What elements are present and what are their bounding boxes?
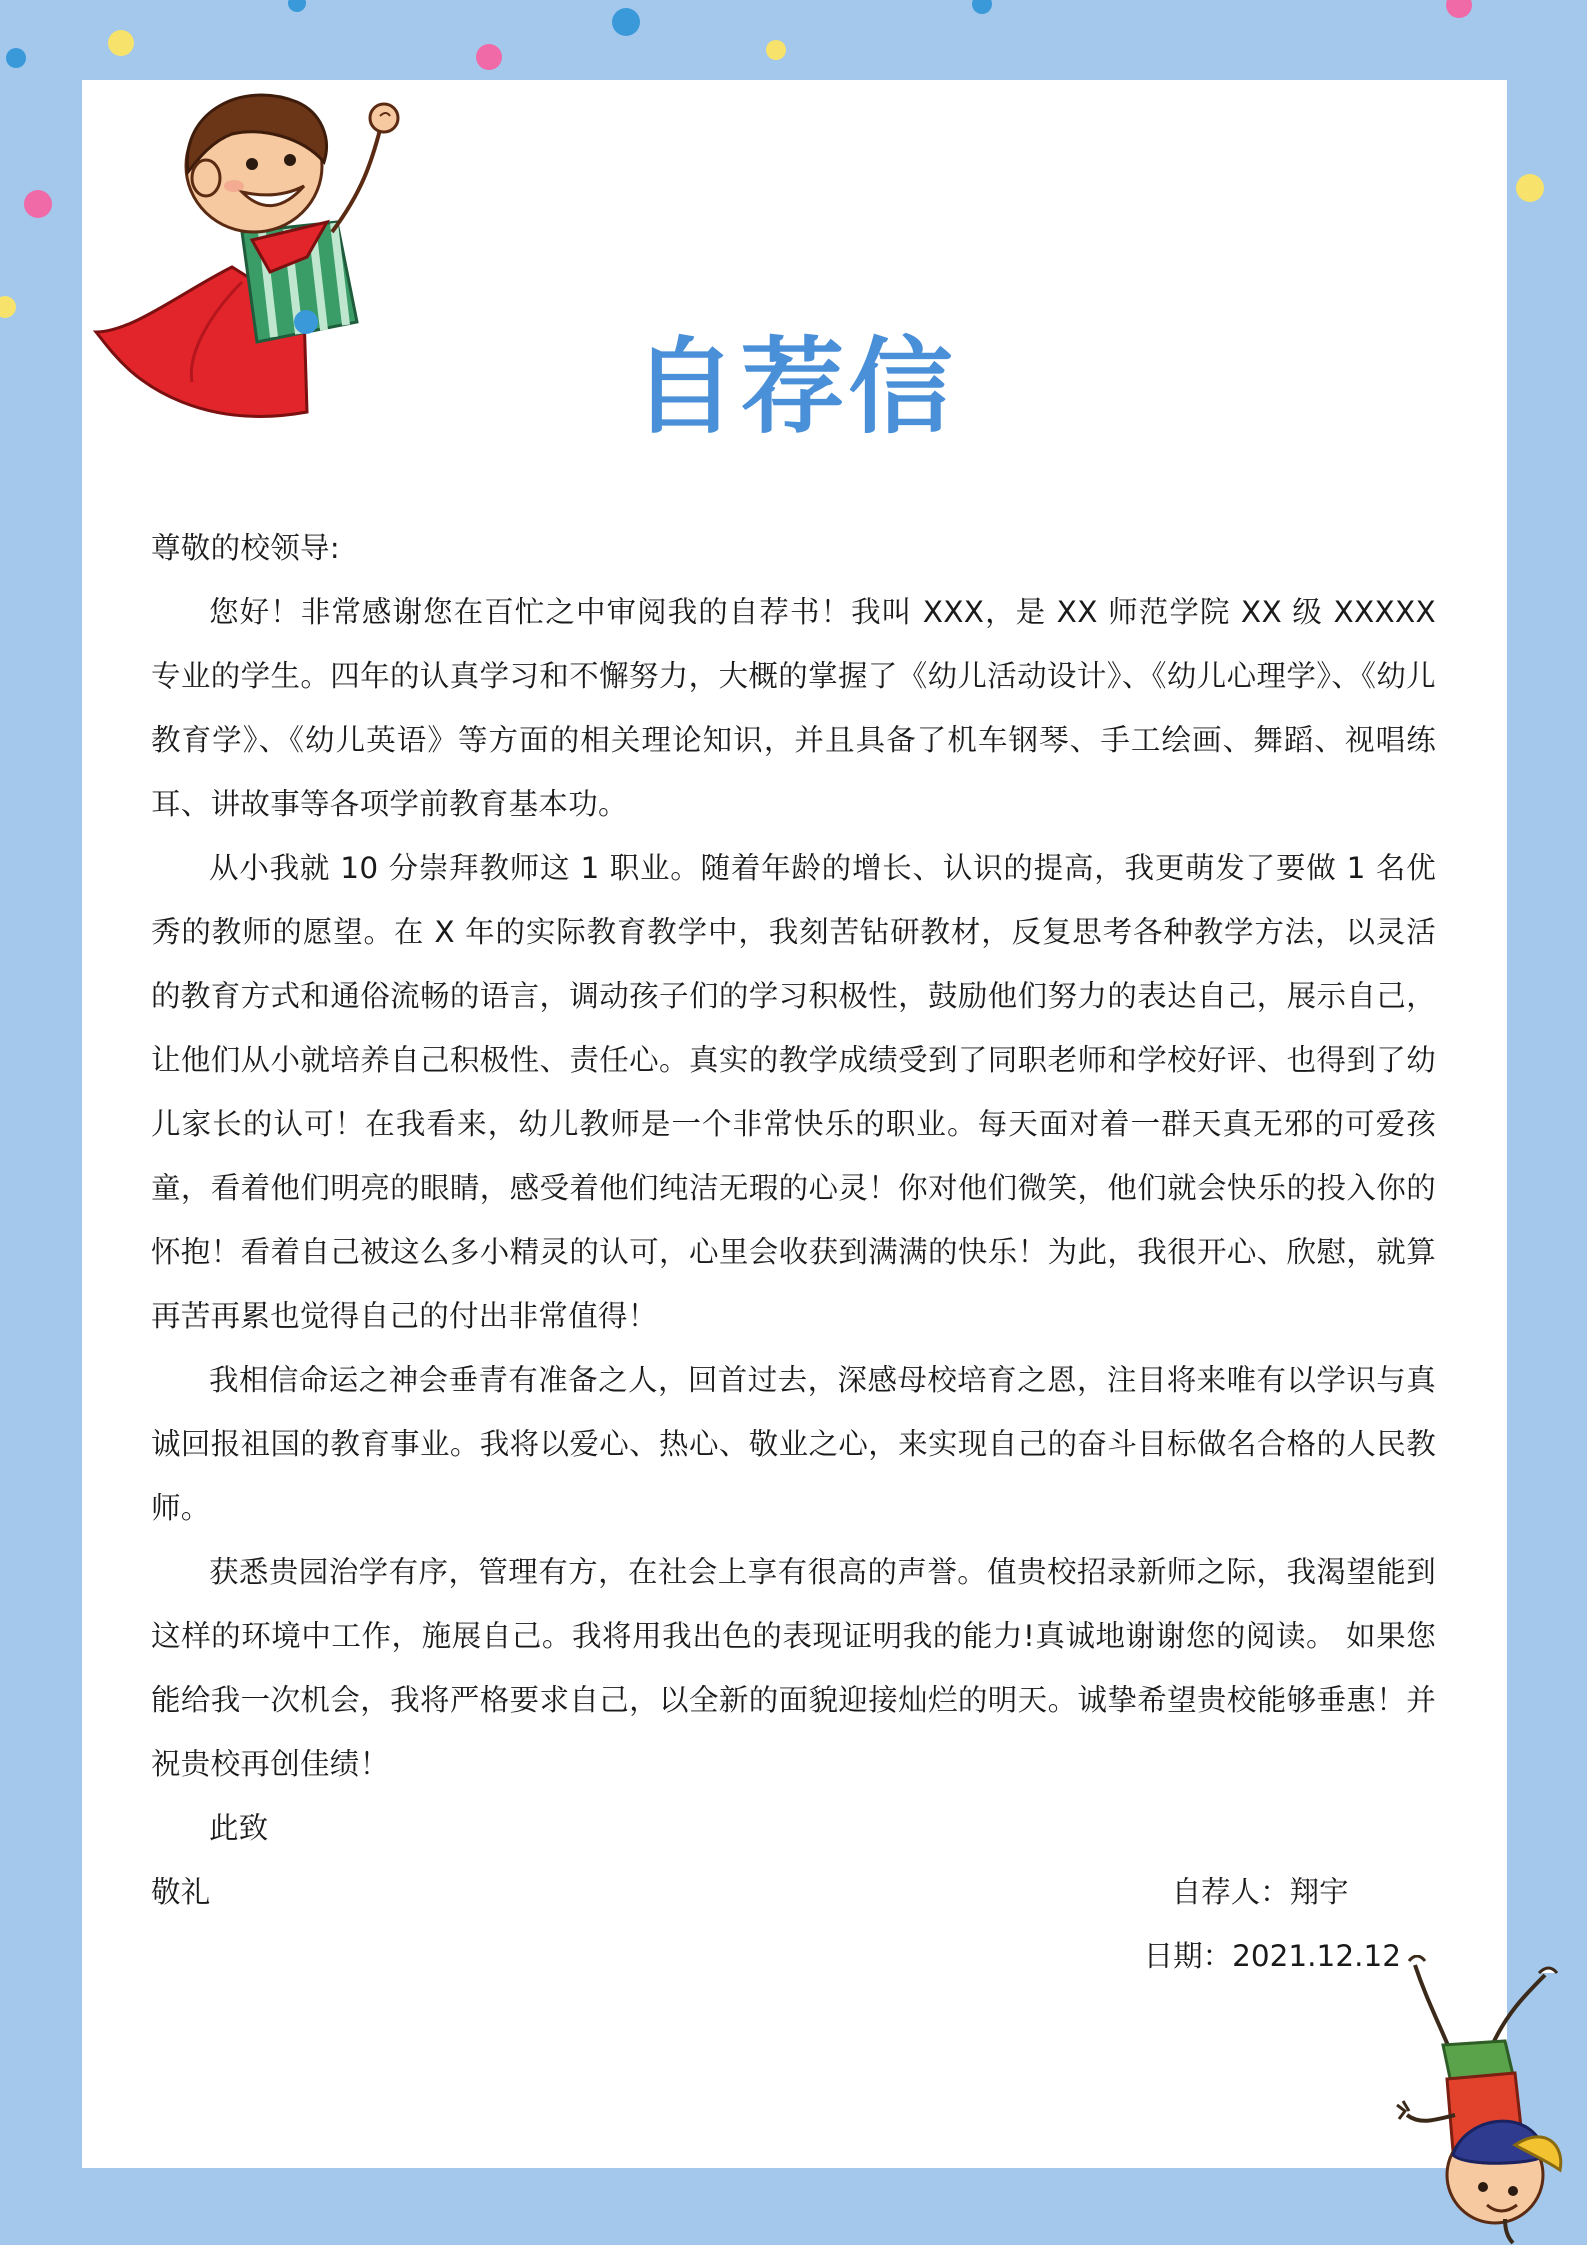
signer-name: 自荐人：翔宇 (1171, 1875, 1349, 1909)
letter-body (151, 516, 1436, 1924)
confetti-dot (1516, 174, 1544, 202)
confetti-dot (108, 30, 134, 56)
page-title: 自荐信 (632, 326, 957, 448)
confetti-dot (612, 8, 640, 36)
closing-salute: 敬礼 (151, 1875, 211, 1909)
handstand-boy-illustration (1395, 1955, 1587, 2245)
salutation: 尊敬的校领导: (151, 531, 341, 565)
paragraph-experience: 从小我就 10 分崇拜教师这 1 职业。随着年龄的增长、认识的提高，我更萌发了要做 1 名优秀的教师的愿望。在 X 年的实际教育教学中，我刻苦钻研教材，反复思考各种教学方法，以灵活的教育方式和通俗流畅的语言，调动孩子们的学习积极性，鼓励他们努力的表达自己，展示自己，让他们从小就培养自己积极性、责任心。真实的教学成绩受到了同职老师和学校好评、也得到了幼儿家长的认可！在我看来，幼儿教师是一个非常快乐的职业。每天面对着一群天真无邪的可爱孩童，看着他们明亮的眼睛，感受着他们纯洁无瑕的心灵！你对他们微笑，他们就会快乐的投入你的怀抱！看着自己被这么多小精灵的认可，心里会收获到满满的快乐！为此，我很开心、欣慰，就算再苦再累也觉得自己的付出非常值得！ (151, 851, 1436, 1333)
paragraph-request: 获悉贵园治学有序，管理有方，在社会上享有很高的声誉。值贵校招录新师之际，我渴望能到这样的环境中工作，施展自己。我将用我出色的表现证明我的能力!真诚地谢谢您的阅读。 如果您能给我一次机会，我将严格要求自己，以全新的面貌迎接灿烂的明天。诚挚希望贵校能够垂惠！并祝贵校再创佳绩！ (151, 1555, 1436, 1781)
signature-block (1144, 1860, 1401, 1988)
confetti-dot (476, 44, 502, 70)
letter-date: 日期：2021.12.12 (1143, 1939, 1401, 1973)
paragraph-belief: 我相信命运之神会垂青有准备之人，回首过去，深感母校培育之恩，注目将来唯有以学识与真诚回报祖国的教育事业。我将以爱心、热心、敬业之心，来实现自己的奋斗目标做名合格的人民教师。 (151, 1363, 1436, 1525)
paragraph-intro: 您好！非常感谢您在百忙之中审阅我的自荐书！我叫 XXX，是 XX 师范学院 XX 级 XXXXX 专业的学生。四年的认真学习和不懈努力，大概的掌握了《幼儿活动设计》、《幼儿心理学》、《幼儿教育学》、《幼儿英语》等方面的相关理论知识，并且具备了机车钢琴、手工绘画、舞蹈、视唱练耳、讲故事等各项学前教育基本功。 (151, 595, 1436, 821)
closing-greeting: 此致 (209, 1811, 269, 1845)
confetti-dot (6, 48, 26, 68)
confetti-dot (24, 190, 52, 218)
confetti-dot (766, 40, 786, 60)
